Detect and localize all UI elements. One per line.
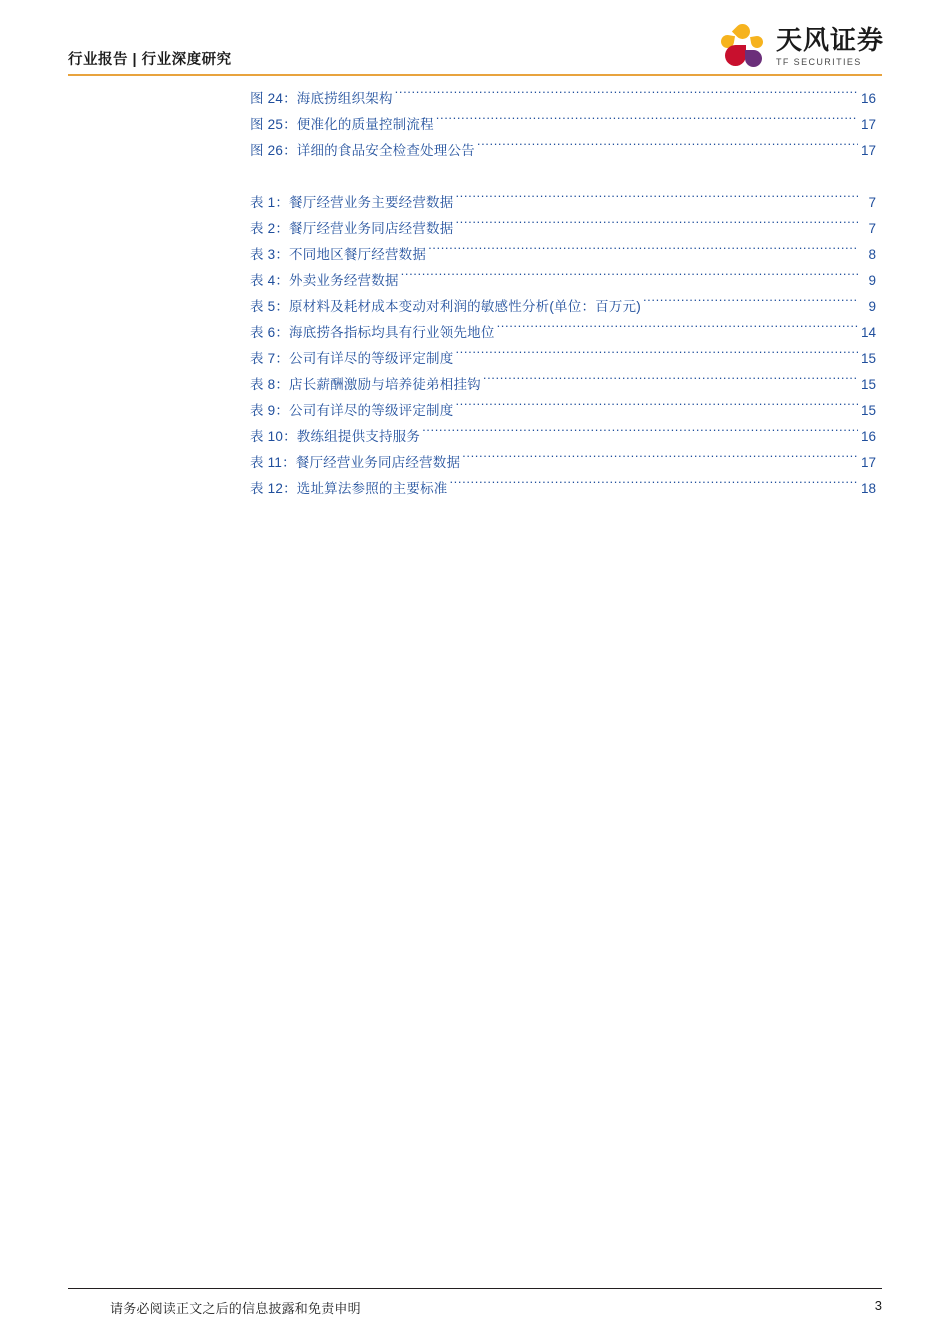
toc-entry-label: 表 4：外卖业务经营数据 xyxy=(250,273,399,288)
toc-leader-dots xyxy=(449,480,858,494)
toc-entry[interactable] xyxy=(250,190,876,216)
toc-entry-label: 表 2：餐厅经营业务同店经营数据 xyxy=(250,221,454,236)
footer-divider xyxy=(68,1288,882,1289)
toc-leader-dots xyxy=(401,272,858,286)
toc-entry-page: 7 xyxy=(868,221,876,236)
toc-entry-label: 图 26：详细的食品安全检查处理公告 xyxy=(250,143,475,158)
logo-name-en: TF SECURITIES xyxy=(775,57,862,67)
toc-entry-label: 图 24：海底捞组织架构 xyxy=(250,91,393,106)
toc-entry-page: 15 xyxy=(860,377,876,392)
toc-entry[interactable] xyxy=(250,86,876,112)
toc-entry-page: 17 xyxy=(860,455,876,470)
toc-leader-dots xyxy=(422,428,858,442)
toc-entry-page: 15 xyxy=(860,403,876,418)
toc-leader-dots xyxy=(436,116,858,130)
toc-entry-label: 表 9：公司有详尽的等级评定制度 xyxy=(250,403,454,418)
toc-entry[interactable] xyxy=(250,268,876,294)
toc-entry-page: 14 xyxy=(860,325,876,340)
toc-entry-label: 表 7：公司有详尽的等级评定制度 xyxy=(250,351,454,366)
toc-entry[interactable] xyxy=(250,372,876,398)
toc-figure-list xyxy=(250,86,876,164)
header-divider xyxy=(68,74,882,76)
toc-leader-dots xyxy=(462,454,858,468)
toc-leader-dots xyxy=(455,350,858,364)
toc-entry-page: 9 xyxy=(868,273,876,288)
toc-entry-label: 表 8：店长薪酬激励与培养徒弟相挂钩 xyxy=(250,377,481,392)
toc-entry[interactable] xyxy=(250,242,876,268)
toc-entry-page: 17 xyxy=(860,143,876,158)
toc-entry-page: 15 xyxy=(860,351,876,366)
toc-entry-label: 表 1：餐厅经营业务主要经营数据 xyxy=(250,195,454,210)
toc-entry-label: 表 3：不同地区餐厅经营数据 xyxy=(250,247,427,262)
toc-entry-label: 表 6：海底捞各指标均具有行业领先地位 xyxy=(250,325,495,340)
page-header xyxy=(0,0,950,90)
toc-leader-dots xyxy=(477,142,858,156)
toc-entry[interactable] xyxy=(250,138,876,164)
logo-flower-icon xyxy=(720,24,766,70)
toc-entry[interactable] xyxy=(250,476,876,502)
toc-entry-label: 表 11：餐厅经营业务同店经营数据 xyxy=(250,455,461,470)
toc-entry-page: 17 xyxy=(860,117,876,132)
toc-entry[interactable] xyxy=(250,320,876,346)
logo-name-cn: 天风证券 xyxy=(775,25,884,55)
toc-table-list xyxy=(250,190,876,502)
toc-entry-label: 表 10：教练组提供支持服务 xyxy=(250,429,421,444)
toc-leader-dots xyxy=(497,324,858,338)
toc-section-gap xyxy=(250,164,876,190)
toc-leader-dots xyxy=(455,402,858,416)
toc-entry-page: 16 xyxy=(860,429,876,444)
toc-entry-label: 表 5：原材料及耗材成本变动对利润的敏感性分析(单位：百万元) xyxy=(250,299,641,314)
toc-entry-label: 表 12：选址算法参照的主要标准 xyxy=(250,481,448,496)
toc-leader-dots xyxy=(483,376,858,390)
toc-entry[interactable] xyxy=(250,346,876,372)
toc-leader-dots xyxy=(395,90,858,104)
toc-entry-page: 8 xyxy=(868,247,876,262)
logo-text xyxy=(776,27,884,67)
toc-entry[interactable] xyxy=(250,450,876,476)
toc-entry-page: 9 xyxy=(868,299,876,314)
toc-entry-page: 7 xyxy=(868,195,876,210)
footer-disclaimer: 请务必阅读正文之后的信息披露和免责申明 xyxy=(110,1301,361,1316)
toc-leader-dots xyxy=(643,298,858,312)
toc-entry[interactable] xyxy=(250,398,876,424)
toc-entry-label: 图 25：便准化的质量控制流程 xyxy=(250,117,434,132)
toc-leader-dots xyxy=(455,194,858,208)
toc-entry[interactable] xyxy=(250,112,876,138)
table-of-contents xyxy=(250,86,876,502)
toc-entry-page: 16 xyxy=(860,91,876,106)
company-logo xyxy=(720,24,884,70)
toc-entry-page: 18 xyxy=(860,481,876,496)
toc-leader-dots xyxy=(428,246,858,260)
toc-leader-dots xyxy=(455,220,858,234)
footer-page-number: 3 xyxy=(874,1298,882,1313)
toc-entry[interactable] xyxy=(250,424,876,450)
header-title: 行业报告 | 行业深度研究 xyxy=(68,52,232,68)
toc-entry[interactable] xyxy=(250,294,876,320)
toc-entry[interactable] xyxy=(250,216,876,242)
